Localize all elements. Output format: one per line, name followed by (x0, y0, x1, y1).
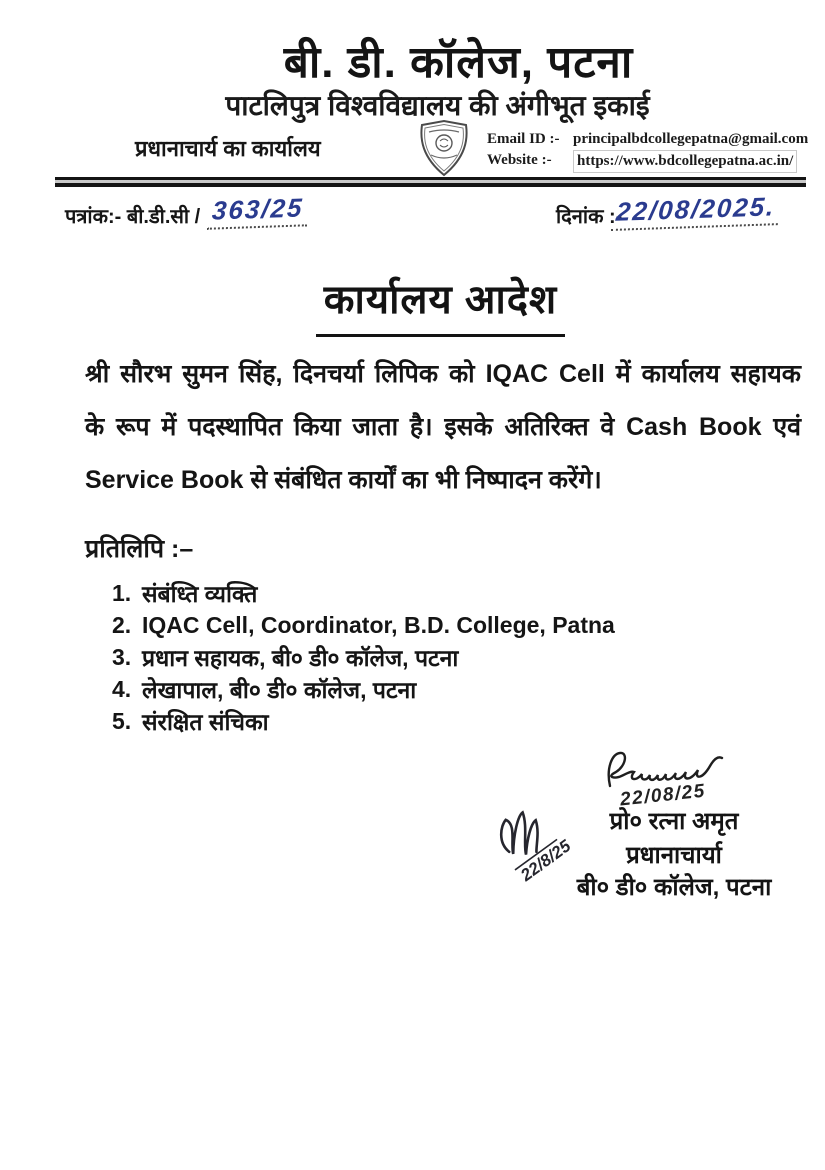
website-row (487, 150, 817, 173)
copy-item-number: 3. (112, 643, 132, 670)
copy-item (112, 641, 615, 673)
contact-block (487, 129, 817, 173)
dispatch-date-text: 22/8/25 (517, 836, 575, 885)
signatory-designation: प्रधानाचार्या (626, 842, 722, 869)
copy-item-text: संरक्षित संचिका (142, 709, 269, 735)
copy-item (112, 705, 615, 737)
college-subtitle: पाटलिपुत्र विश्वविद्यालय की अंगीभूत इकाई (225, 90, 650, 121)
email-row (487, 129, 817, 150)
email-value: principalbdcollegepatna@gmail.com (573, 131, 809, 147)
body-line: Service Book से संबंधित कार्यों का भी निष्पादन करेंगे। (85, 466, 602, 494)
signatory-name: प्रो० रत्ना अमृत (609, 808, 739, 835)
copies-list (112, 577, 615, 737)
order-heading: कार्यालय आदेश (316, 270, 565, 337)
copy-item-number: 1. (112, 579, 132, 606)
signatory-org: बी० डी० कॉलेज, पटना (576, 874, 772, 901)
body-line: श्री सौरभ सुमन सिंह, दिनचर्या लिपिक को IQAC Cell में कार्यालय सहायक (85, 360, 801, 388)
copy-item (112, 673, 615, 705)
body-line: के रूप में पदस्थापित किया जाता है। इसके अतिरिक्त वे Cash Book एवं (85, 413, 801, 441)
copy-item-text: लेखापाल, बी० डी० कॉलेज, पटना (142, 677, 417, 703)
reference-line (0, 191, 825, 234)
date-label: दिनांक :- (556, 206, 623, 228)
copies-label: प्रतिलिपि :– (85, 535, 194, 563)
website-value: https://www.bdcollegepatna.ac.in/ (573, 150, 797, 173)
copy-item-number: 4. (112, 675, 132, 702)
college-seal-icon (416, 119, 472, 177)
college-title: बी. डी. कॉलेज, पटना (283, 38, 634, 87)
copy-item-number: 5. (112, 707, 132, 734)
copy-item-text: IQAC Cell, Coordinator, B.D. College, Patna (142, 611, 615, 638)
letter-no-handwritten: 363/25 (207, 192, 309, 230)
website-label: Website :- (487, 152, 552, 168)
date-handwritten: 22/08/2025. (611, 191, 781, 231)
order-body (85, 348, 801, 507)
copy-item-text: संबंध्ति व्यक्ति (142, 581, 258, 607)
email-label: Email ID :- (487, 131, 560, 147)
heading-wrap (28, 270, 825, 337)
copy-item-text: प्रधान सहायक, बी० डी० कॉलेज, पटना (142, 645, 459, 671)
letter-no-label: पत्रांक:- बी.डी.सी / (65, 206, 201, 228)
office-label: प्रधानाचार्य का कार्यालय (135, 136, 321, 161)
header-divider (55, 177, 806, 187)
signatory-block (545, 806, 803, 904)
copy-item-number: 2. (112, 611, 132, 638)
copy-item (112, 609, 615, 641)
copy-item (112, 577, 615, 609)
signature-date: 22/08/25 (619, 780, 707, 811)
